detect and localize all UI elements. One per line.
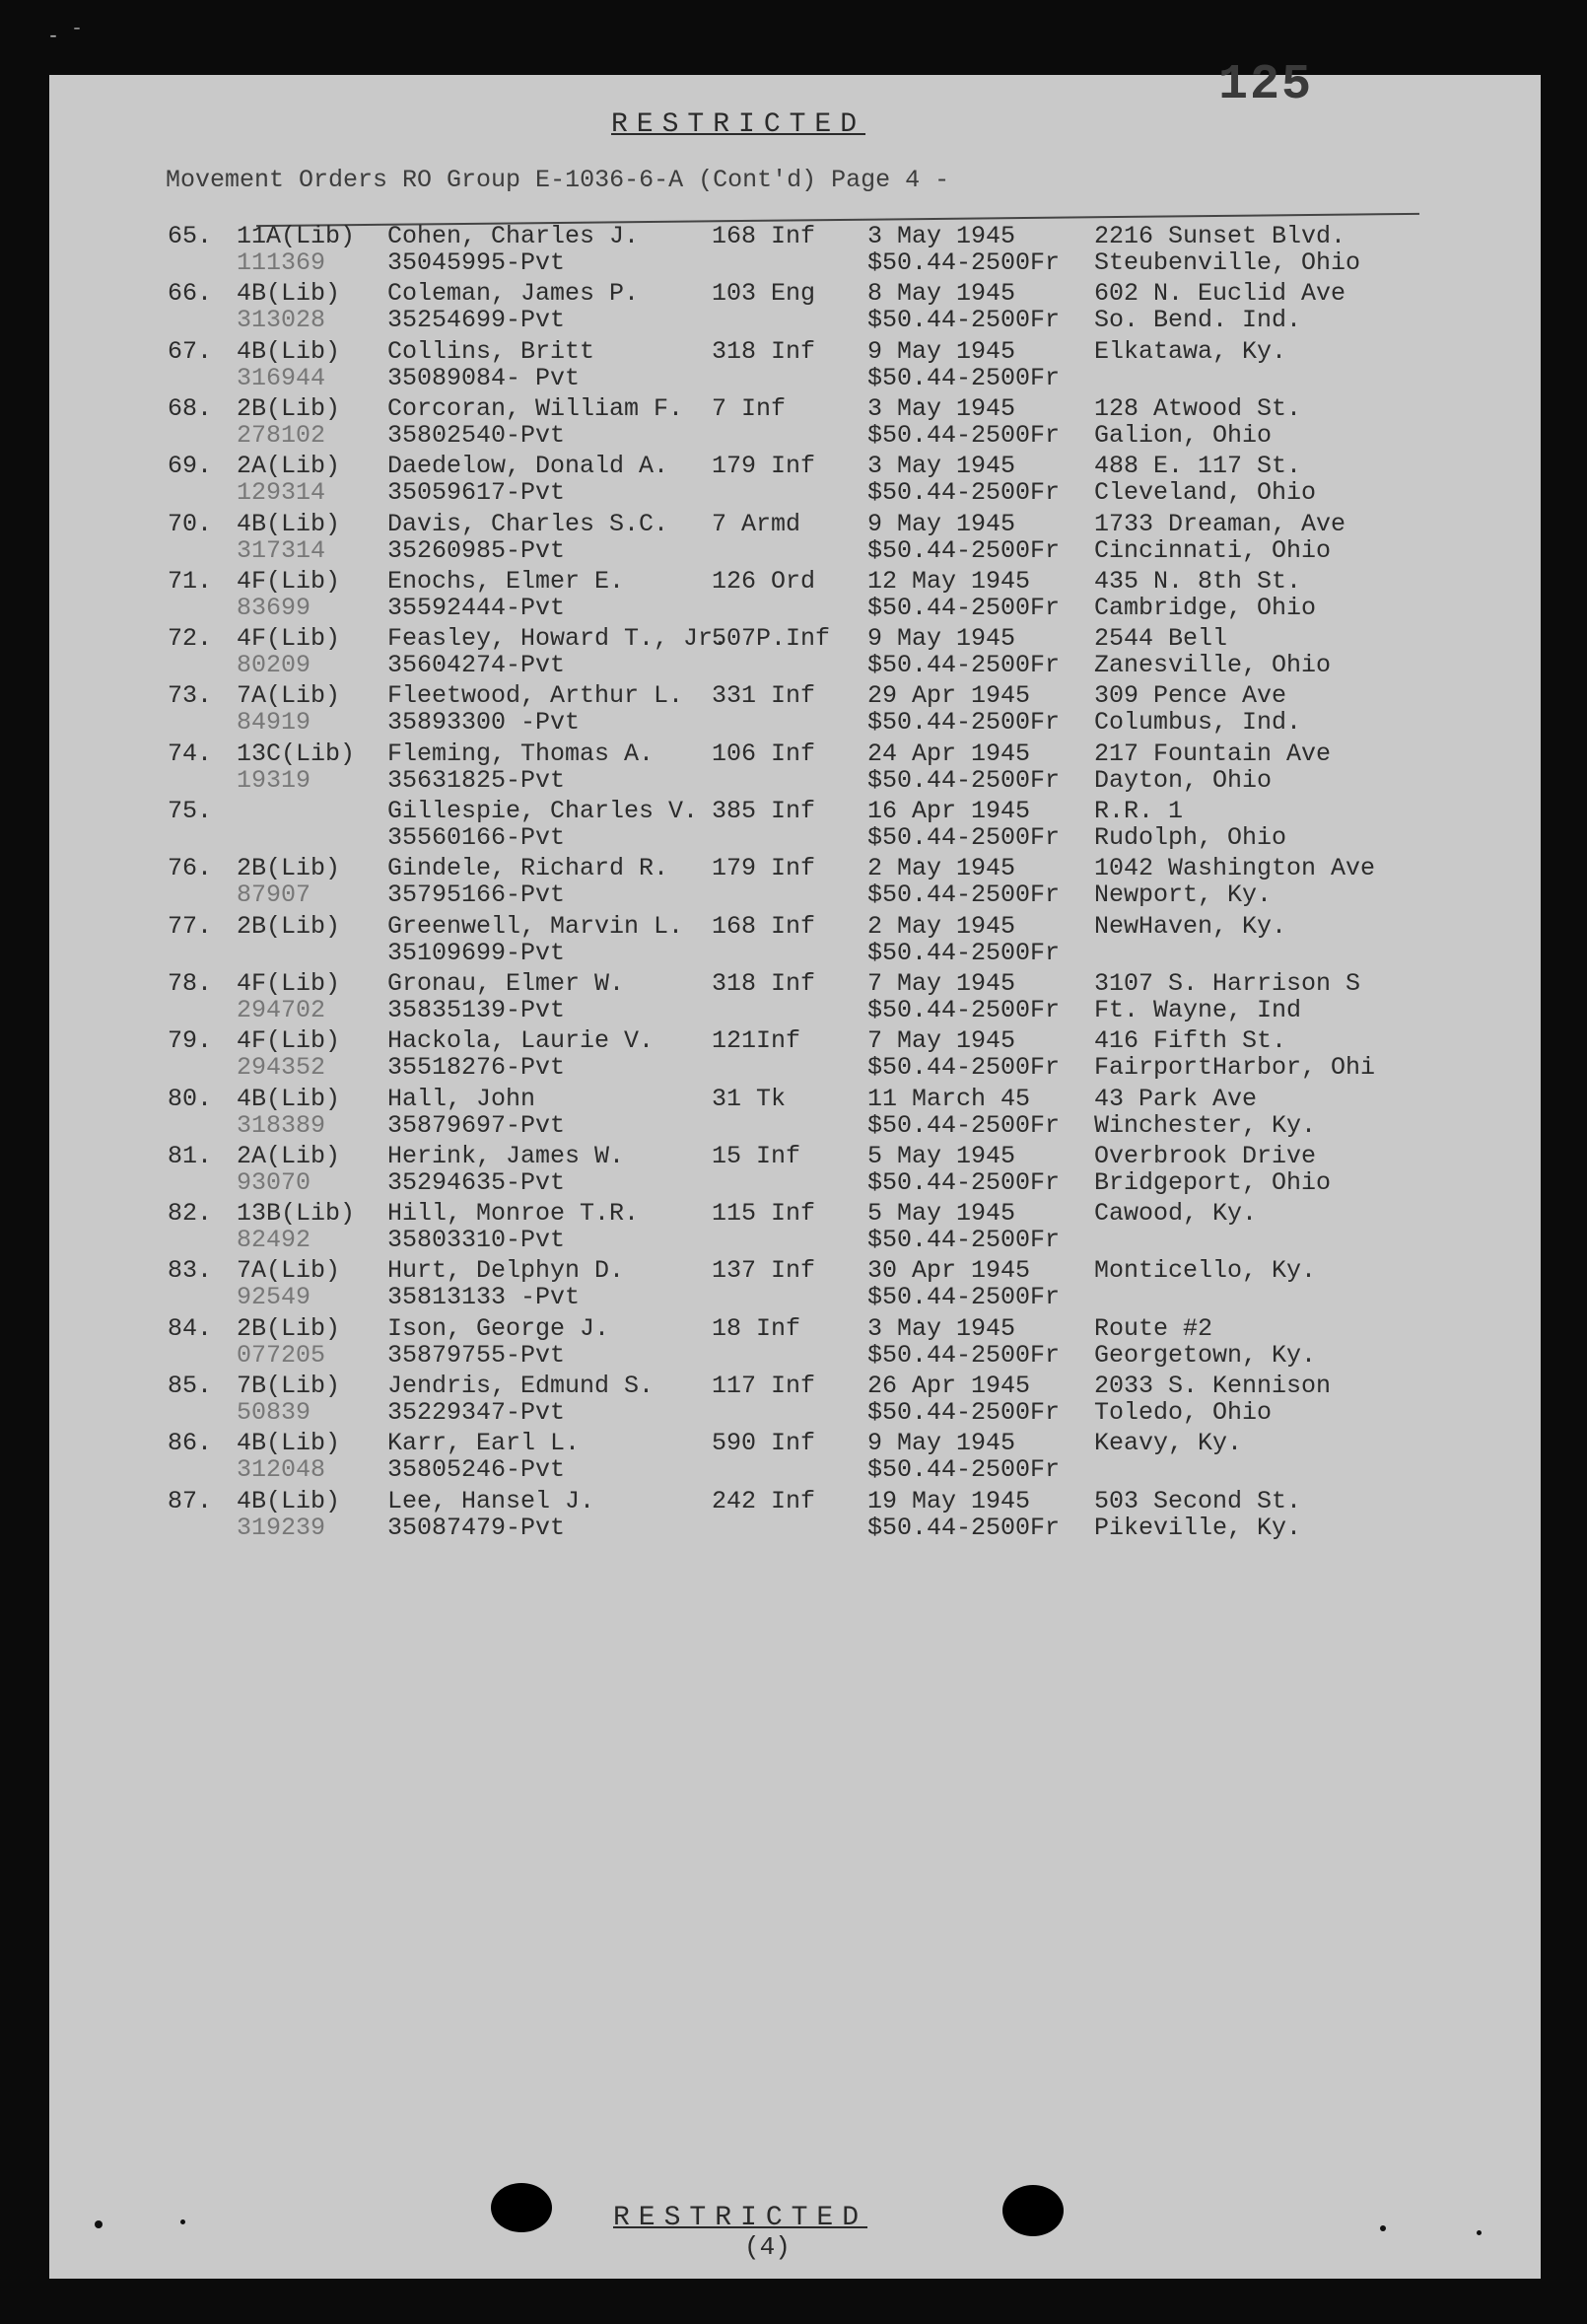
organization: 507P.Inf: [712, 624, 831, 653]
entry-number: 84.: [168, 1314, 213, 1343]
serial-number: 294352: [237, 1053, 326, 1082]
entry-row: [49, 1488, 1541, 1567]
address-line-2: Toledo, Ohio: [1094, 1398, 1273, 1427]
organization: 318 Inf: [712, 337, 816, 366]
unit-code: 2B(Lib): [237, 854, 341, 882]
address-line-2: Columbus, Ind.: [1094, 708, 1302, 737]
departure-date: 29 Apr 1945: [867, 681, 1031, 710]
address-line-1: Keavy, Ky.: [1094, 1429, 1243, 1457]
address-line-1: 488 E. 117 St.: [1094, 452, 1302, 480]
organization: 590 Inf: [712, 1429, 816, 1457]
organization: 18 Inf: [712, 1314, 801, 1343]
soldier-name: Lee, Hansel J.: [387, 1487, 595, 1515]
army-serial-number: 35893300 -Pvt: [387, 708, 581, 737]
entry-number: 87.: [168, 1487, 213, 1515]
entry-number: 70.: [168, 510, 213, 538]
serial-number: 278102: [237, 421, 326, 450]
entry-number: 68.: [168, 394, 213, 423]
address-line-1: 2544 Bell: [1094, 624, 1228, 653]
entry-number: 67.: [168, 337, 213, 366]
address-line-2: Georgetown, Ky.: [1094, 1341, 1317, 1370]
serial-number: 294702: [237, 996, 326, 1024]
pay-amount: $50.44-2500Fr: [867, 939, 1061, 967]
army-serial-number: 35260985-Pvt: [387, 536, 566, 565]
serial-number: 50839: [237, 1398, 311, 1427]
army-serial-number: 35631825-Pvt: [387, 766, 566, 795]
address-line-2: Cincinnati, Ohio: [1094, 536, 1332, 565]
restricted-header: RESTRICTED: [611, 109, 866, 140]
address-line-1: Route #2: [1094, 1314, 1213, 1343]
pay-amount: $50.44-2500Fr: [867, 823, 1061, 852]
pay-amount: $50.44-2500Fr: [867, 1398, 1061, 1427]
entry-number: 81.: [168, 1142, 213, 1170]
pay-amount: $50.44-2500Fr: [867, 478, 1061, 507]
soldier-name: Corcoran, William F.: [387, 394, 684, 423]
organization: 103 Eng: [712, 279, 816, 308]
address-line-2: Newport, Ky.: [1094, 880, 1273, 909]
address-line-1: 309 Pence Ave: [1094, 681, 1287, 710]
sheet-number: (4): [744, 2232, 791, 2262]
address-line-1: 1042 Washington Ave: [1094, 854, 1376, 882]
departure-date: 11 March 45: [867, 1085, 1031, 1113]
pay-amount: $50.44-2500Fr: [867, 1053, 1061, 1082]
pay-amount: $50.44-2500Fr: [867, 1341, 1061, 1370]
army-serial-number: 35059617-Pvt: [387, 478, 566, 507]
serial-number: 87907: [237, 880, 311, 909]
soldier-name: Feasley, Howard T., Jr.: [387, 624, 728, 653]
departure-date: 30 Apr 1945: [867, 1256, 1031, 1285]
organization: 31 Tk: [712, 1085, 787, 1113]
soldier-name: Hall, John: [387, 1085, 536, 1113]
entry-number: 74.: [168, 739, 213, 768]
address-line-1: Elkatawa, Ky.: [1094, 337, 1287, 366]
army-serial-number: 35294635-Pvt: [387, 1168, 566, 1197]
address-line-2: Dayton, Ohio: [1094, 766, 1273, 795]
departure-date: 19 May 1945: [867, 1487, 1031, 1515]
entry-number: 66.: [168, 279, 213, 308]
soldier-name: Jendris, Edmund S.: [387, 1372, 655, 1400]
unit-code: 4B(Lib): [237, 510, 341, 538]
entry-number: 79.: [168, 1026, 213, 1055]
soldier-name: Fleetwood, Arthur L.: [387, 681, 684, 710]
address-line-2: Rudolph, Ohio: [1094, 823, 1287, 852]
army-serial-number: 35229347-Pvt: [387, 1398, 566, 1427]
serial-number: 83699: [237, 594, 311, 622]
departure-date: 24 Apr 1945: [867, 739, 1031, 768]
serial-number: 317314: [237, 536, 326, 565]
restricted-footer: RESTRICTED: [613, 2203, 868, 2233]
organization: 137 Inf: [712, 1256, 816, 1285]
address-line-1: 435 N. 8th St.: [1094, 567, 1302, 596]
organization: 7 Inf: [712, 394, 787, 423]
entry-number: 73.: [168, 681, 213, 710]
entry-number: 76.: [168, 854, 213, 882]
departure-date: 9 May 1945: [867, 510, 1016, 538]
unit-code: 4B(Lib): [237, 279, 341, 308]
organization: 168 Inf: [712, 222, 816, 250]
soldier-name: Herink, James W.: [387, 1142, 625, 1170]
entry-number: 78.: [168, 969, 213, 998]
serial-number: 129314: [237, 478, 326, 507]
soldier-name: Davis, Charles S.C.: [387, 510, 669, 538]
punch-dot-left: [95, 2220, 103, 2228]
organization: 179 Inf: [712, 854, 816, 882]
address-line-1: 2216 Sunset Blvd.: [1094, 222, 1346, 250]
address-line-2: Winchester, Ky.: [1094, 1111, 1317, 1140]
departure-date: 9 May 1945: [867, 337, 1016, 366]
entry-number: 75.: [168, 797, 213, 825]
army-serial-number: 35604274-Pvt: [387, 651, 566, 679]
serial-number: 319239: [237, 1514, 326, 1542]
organization: 7 Armd: [712, 510, 801, 538]
organization: 106 Inf: [712, 739, 816, 768]
entry-number: 65.: [168, 222, 213, 250]
unit-code: 4F(Lib): [237, 567, 341, 596]
soldier-name: Enochs, Elmer E.: [387, 567, 625, 596]
soldier-name: Gronau, Elmer W.: [387, 969, 625, 998]
unit-code: 4B(Lib): [237, 1487, 341, 1515]
serial-number: 80209: [237, 651, 311, 679]
unit-code: 4F(Lib): [237, 969, 341, 998]
soldier-name: Coleman, James P.: [387, 279, 640, 308]
address-line-2: Bridgeport, Ohio: [1094, 1168, 1332, 1197]
army-serial-number: 35592444-Pvt: [387, 594, 566, 622]
address-line-1: 1733 Dreaman, Ave: [1094, 510, 1346, 538]
serial-number: 82492: [237, 1226, 311, 1254]
serial-number: 93070: [237, 1168, 311, 1197]
pay-amount: $50.44-2500Fr: [867, 364, 1061, 392]
address-line-2: Galion, Ohio: [1094, 421, 1273, 450]
serial-number: 077205: [237, 1341, 326, 1370]
pay-amount: $50.44-2500Fr: [867, 1226, 1061, 1254]
departure-date: 3 May 1945: [867, 394, 1016, 423]
serial-number: 313028: [237, 306, 326, 334]
entry-number: 83.: [168, 1256, 213, 1285]
organization: 242 Inf: [712, 1487, 816, 1515]
serial-number: 316944: [237, 364, 326, 392]
army-serial-number: 35045995-Pvt: [387, 248, 566, 277]
soldier-name: Gillespie, Charles V.: [387, 797, 699, 825]
departure-date: 7 May 1945: [867, 1026, 1016, 1055]
unit-code: 4B(Lib): [237, 337, 341, 366]
pay-amount: $50.44-2500Fr: [867, 880, 1061, 909]
address-line-1: 503 Second St.: [1094, 1487, 1302, 1515]
soldier-name: Hackola, Laurie V.: [387, 1026, 655, 1055]
unit-code: 7B(Lib): [237, 1372, 341, 1400]
departure-date: 9 May 1945: [867, 624, 1016, 653]
pay-amount: $50.44-2500Fr: [867, 306, 1061, 334]
departure-date: 2 May 1945: [867, 912, 1016, 941]
army-serial-number: 35254699-Pvt: [387, 306, 566, 334]
army-serial-number: 35518276-Pvt: [387, 1053, 566, 1082]
address-line-1: 416 Fifth St.: [1094, 1026, 1287, 1055]
document-page: [49, 57, 1541, 2279]
organization: 121Inf: [712, 1026, 801, 1055]
army-serial-number: 35813133 -Pvt: [387, 1283, 581, 1311]
address-line-1: 602 N. Euclid Ave: [1094, 279, 1346, 308]
departure-date: 7 May 1945: [867, 969, 1016, 998]
punch-dot-far-right: [1477, 2230, 1482, 2235]
unit-code: 4F(Lib): [237, 624, 341, 653]
address-line-2: Cleveland, Ohio: [1094, 478, 1317, 507]
unit-code: 13B(Lib): [237, 1199, 356, 1228]
pay-amount: $50.44-2500Fr: [867, 1283, 1061, 1311]
pay-amount: $50.44-2500Fr: [867, 594, 1061, 622]
address-line-1: 2033 S. Kennison: [1094, 1372, 1332, 1400]
army-serial-number: 35879755-Pvt: [387, 1341, 566, 1370]
entry-number: 71.: [168, 567, 213, 596]
departure-date: 2 May 1945: [867, 854, 1016, 882]
unit-code: 11A(Lib): [237, 222, 356, 250]
departure-date: 3 May 1945: [867, 1314, 1016, 1343]
address-line-2: Ft. Wayne, Ind: [1094, 996, 1302, 1024]
organization: 168 Inf: [712, 912, 816, 941]
organization: 179 Inf: [712, 452, 816, 480]
address-line-1: Overbrook Drive: [1094, 1142, 1317, 1170]
pay-amount: $50.44-2500Fr: [867, 536, 1061, 565]
soldier-name: Hurt, Delphyn D.: [387, 1256, 625, 1285]
pay-amount: $50.44-2500Fr: [867, 248, 1061, 277]
army-serial-number: 35795166-Pvt: [387, 880, 566, 909]
page-number-stamp: 125: [1218, 57, 1314, 113]
document-subtitle: Movement Orders RO Group E-1036-6-A (Cont'd) Page 4 -: [166, 166, 950, 194]
unit-code: 2A(Lib): [237, 452, 341, 480]
address-line-1: R.R. 1: [1094, 797, 1184, 825]
address-line-1: NewHaven, Ky.: [1094, 912, 1287, 941]
serial-number: 84919: [237, 708, 311, 737]
departure-date: 5 May 1945: [867, 1199, 1016, 1228]
address-line-1: 128 Atwood St.: [1094, 394, 1302, 423]
address-line-2: Zanesville, Ohio: [1094, 651, 1332, 679]
army-serial-number: 35835139-Pvt: [387, 996, 566, 1024]
organization: 318 Inf: [712, 969, 816, 998]
entry-number: 80.: [168, 1085, 213, 1113]
address-line-2: FairportHarbor, Ohi: [1094, 1053, 1376, 1082]
army-serial-number: 35879697-Pvt: [387, 1111, 566, 1140]
departure-date: 26 Apr 1945: [867, 1372, 1031, 1400]
address-line-1: Cawood, Ky.: [1094, 1199, 1258, 1228]
army-serial-number: 35560166-Pvt: [387, 823, 566, 852]
army-serial-number: 35802540-Pvt: [387, 421, 566, 450]
soldier-name: Hill, Monroe T.R.: [387, 1199, 640, 1228]
unit-code: 2B(Lib): [237, 1314, 341, 1343]
address-line-2: So. Bend. Ind.: [1094, 306, 1302, 334]
soldier-name: Daedelow, Donald A.: [387, 452, 669, 480]
departure-date: 5 May 1945: [867, 1142, 1016, 1170]
unit-code: 4B(Lib): [237, 1085, 341, 1113]
soldier-name: Greenwell, Marvin L.: [387, 912, 684, 941]
unit-code: 4F(Lib): [237, 1026, 341, 1055]
pay-amount: $50.44-2500Fr: [867, 421, 1061, 450]
pay-amount: $50.44-2500Fr: [867, 996, 1061, 1024]
punch-dot-left-2: [180, 2219, 185, 2224]
entry-number: 85.: [168, 1372, 213, 1400]
organization: 126 Ord: [712, 567, 816, 596]
organization: 115 Inf: [712, 1199, 816, 1228]
departure-date: 12 May 1945: [867, 567, 1031, 596]
soldier-name: Ison, George J.: [387, 1314, 610, 1343]
serial-number: 312048: [237, 1455, 326, 1484]
serial-number: 92549: [237, 1283, 311, 1311]
organization: 385 Inf: [712, 797, 816, 825]
army-serial-number: 35803310-Pvt: [387, 1226, 566, 1254]
organization: 117 Inf: [712, 1372, 816, 1400]
corner-mark: - ˉ: [47, 26, 84, 48]
address-line-1: Monticello, Ky.: [1094, 1256, 1317, 1285]
serial-number: 19319: [237, 766, 311, 795]
organization: 15 Inf: [712, 1142, 801, 1170]
pay-amount: $50.44-2500Fr: [867, 1168, 1061, 1197]
address-line-1: 3107 S. Harrison S: [1094, 969, 1361, 998]
serial-number: 318389: [237, 1111, 326, 1140]
punch-dot-right: [1380, 2225, 1386, 2231]
unit-code: 2B(Lib): [237, 394, 341, 423]
address-line-1: 217 Fountain Ave: [1094, 739, 1332, 768]
serial-number: 111369: [237, 248, 326, 277]
army-serial-number: 35109699-Pvt: [387, 939, 566, 967]
army-serial-number: 35805246-Pvt: [387, 1455, 566, 1484]
unit-code: 4B(Lib): [237, 1429, 341, 1457]
ink-blot-right: [1002, 2185, 1064, 2236]
entry-number: 69.: [168, 452, 213, 480]
entry-number: 86.: [168, 1429, 213, 1457]
unit-code: 7A(Lib): [237, 681, 341, 710]
departure-date: 8 May 1945: [867, 279, 1016, 308]
address-line-2: Pikeville, Ky.: [1094, 1514, 1302, 1542]
soldier-name: Collins, Britt: [387, 337, 595, 366]
pay-amount: $50.44-2500Fr: [867, 1514, 1061, 1542]
pay-amount: $50.44-2500Fr: [867, 1111, 1061, 1140]
departure-date: 3 May 1945: [867, 452, 1016, 480]
entry-number: 72.: [168, 624, 213, 653]
departure-date: 16 Apr 1945: [867, 797, 1031, 825]
address-line-2: Steubenville, Ohio: [1094, 248, 1361, 277]
unit-code: 2B(Lib): [237, 912, 341, 941]
army-serial-number: 35089084- Pvt: [387, 364, 581, 392]
address-line-2: Cambridge, Ohio: [1094, 594, 1317, 622]
departure-date: 3 May 1945: [867, 222, 1016, 250]
departure-date: 9 May 1945: [867, 1429, 1016, 1457]
entry-number: 77.: [168, 912, 213, 941]
pay-amount: $50.44-2500Fr: [867, 766, 1061, 795]
address-line-1: 43 Park Ave: [1094, 1085, 1258, 1113]
organization: 331 Inf: [712, 681, 816, 710]
unit-code: 13C(Lib): [237, 739, 356, 768]
unit-code: 7A(Lib): [237, 1256, 341, 1285]
pay-amount: $50.44-2500Fr: [867, 651, 1061, 679]
soldier-name: Cohen, Charles J.: [387, 222, 640, 250]
pay-amount: $50.44-2500Fr: [867, 708, 1061, 737]
entry-number: 82.: [168, 1199, 213, 1228]
pay-amount: $50.44-2500Fr: [867, 1455, 1061, 1484]
unit-code: 2A(Lib): [237, 1142, 341, 1170]
soldier-name: Karr, Earl L.: [387, 1429, 581, 1457]
soldier-name: Gindele, Richard R.: [387, 854, 669, 882]
soldier-name: Fleming, Thomas A.: [387, 739, 655, 768]
army-serial-number: 35087479-Pvt: [387, 1514, 566, 1542]
ink-blot-left: [491, 2183, 552, 2232]
